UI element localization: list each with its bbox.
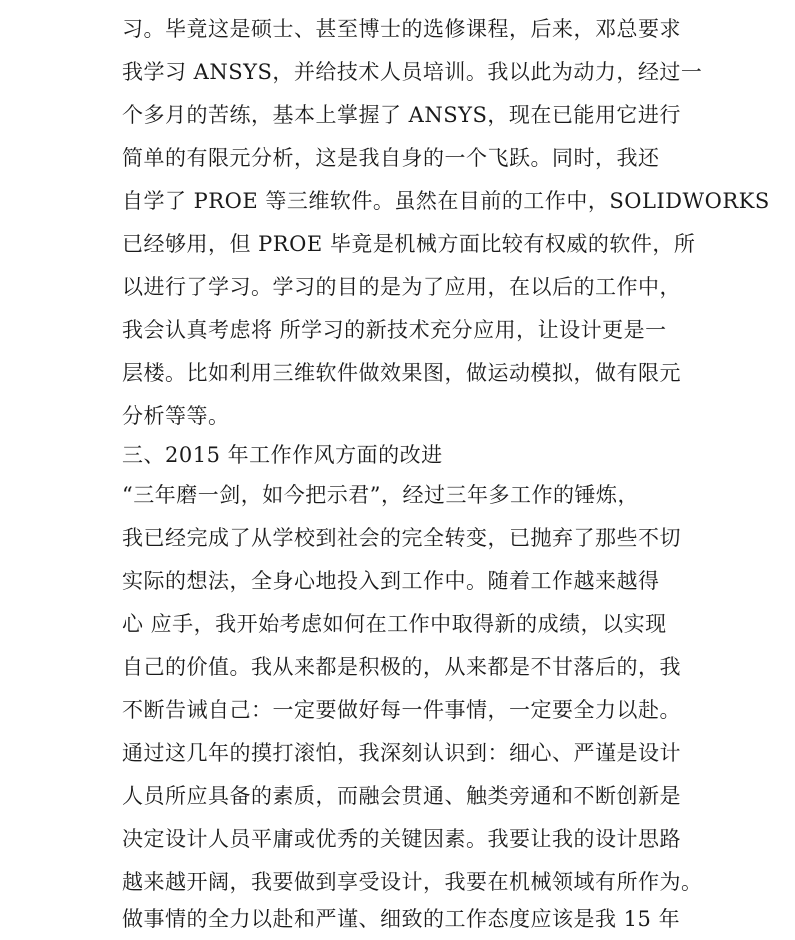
text-line: “三年磨一剑，如今把示君”，经过三年多工作的锤炼，	[122, 483, 639, 507]
text-line: 自学了 PROE 等三维软件。虽然在目前的工作中，SOLIDWORKS	[122, 189, 770, 213]
text-line: 以进行了学习。学习的目的是为了应用，在以后的工作中，	[122, 275, 681, 299]
text-line: 决定设计人员平庸或优秀的关键因素。我要让我的设计思路	[122, 827, 681, 851]
text-line: 越来越开阔，我要做到享受设计，我要在机械领域有所作为。	[122, 870, 703, 894]
text-line: 层楼。比如利用三维软件做效果图，做运动模拟，做有限元	[122, 361, 681, 385]
text-line: 已经够用，但 PROE 毕竟是机械方面比较有权威的软件，所	[122, 232, 696, 256]
text-line: 简单的有限元分析，这是我自身的一个飞跃。同时，我还	[122, 146, 660, 170]
text-line: 做事情的全力以赴和严谨、细致的工作态度应该是我 15 年	[122, 907, 681, 931]
text-line: 自己的价值。我从来都是积极的，从来都是不甘落后的，我	[122, 655, 681, 679]
text-line: 人员所应具备的素质，而融会贯通、触类旁通和不断创新是	[122, 784, 681, 808]
text-line: 分析等等。	[122, 404, 230, 428]
text-line: 不断告诫自己：一定要做好每一件事情，一定要全力以赴。	[122, 698, 681, 722]
text-line: 我会认真考虑将 所学习的新技术充分应用，让设计更是一	[122, 318, 667, 342]
text-line: 通过这几年的摸打滚怕，我深刻认识到：细心、严谨是设计	[122, 741, 681, 765]
text-line: 心 应手，我开始考虑如何在工作中取得新的成绩，以实现	[122, 612, 667, 636]
section-heading: 三、2015 年工作作风方面的改进	[122, 443, 443, 467]
text-line: 实际的想法，全身心地投入到工作中。随着工作越来越得	[122, 569, 660, 593]
text-line: 我已经完成了从学校到社会的完全转变，已抛弃了那些不切	[122, 526, 681, 550]
text-line: 个多月的苦练，基本上掌握了 ANSYS，现在已能用它进行	[122, 103, 681, 127]
text-line: 我学习 ANSYS，并给技术人员培训。我以此为动力，经过一	[122, 60, 703, 84]
text-line: 习。毕竟这是硕士、甚至博士的选修课程，后来，邓总要求	[122, 17, 681, 41]
